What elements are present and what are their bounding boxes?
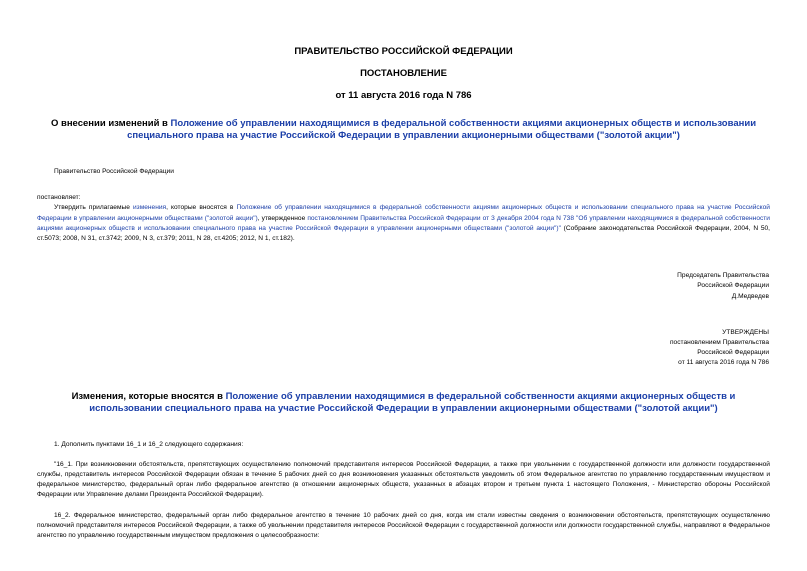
paragraph-16-2: 16_2. Федеральное министерство, федеральный орган либо федеральное агентство в течение 10 рабочих дней со дня, когда им стали известны сведения о возникновении обстоятельств, препятствующих осуществлению полномочий представителя интересов Российской Федерации, а также об увольнении представителя интересов Российской Федерации с государственной должности или должности государственной службы, направляют в Федеральное агентство по управлению государственным имуществом предложения о целесообразности:	[37, 511, 770, 540]
signature-name: Д.Медведев	[731, 292, 769, 300]
changes-link[interactable]: изменения	[133, 204, 167, 212]
document-date-number: от 11 августа 2016 года N 786	[335, 90, 472, 101]
signature-role-1: Председатель Правительства	[677, 272, 769, 280]
intro-decrees: постановляет:	[37, 194, 81, 202]
intro-text-d: (Собрание законодательства Российской Федерации, 2004, N 50, ст.5073; 2008, N 31, ст.3742; 2009, N 3, ст.379; 2011, N 28, ст.4205; 2012, N 1, ст.182).	[37, 224, 770, 243]
intro-text-b: , которые вносятся в	[166, 204, 237, 212]
changes-title	[37, 391, 770, 415]
approval-line-3: Российской Федерации	[697, 349, 769, 357]
changes-title-link[interactable]: Положение об управлении находящимися в федеральной собственности акциями акционерных обществ и использовании специального права на участие Российской Федерации в управлении акционерными обществами ("золотой акции")	[89, 390, 736, 414]
approval-block	[37, 328, 770, 369]
intro-government: Правительство Российской Федерации	[54, 168, 174, 175]
changes-title-prefix: Изменения, которые вносятся в	[71, 390, 226, 402]
decree-738-link[interactable]: постановлением Правительства Российской Федерации от 3 декабря 2004 года N 738 "Об управлении находящимися в федеральной собственности акциями акционерных обществ и использовании специального права на участие Российской Федерации в управлении акционерными обществами ("золотой акции")"	[37, 214, 770, 232]
government-heading: ПРАВИТЕЛЬСТВО РОССИЙСКОЙ ФЕДЕРАЦИИ	[294, 46, 513, 57]
approval-line-4: от 11 августа 2016 года N 786	[678, 359, 769, 367]
paragraph-16-1: "16_1. При возникновении обстоятельств, препятствующих осуществлению полномочий представителя интересов Российской Федерации, а также при увольнении с государственной должности или должности государственной службы, представитель интересов Российской Федерации обязан в течение 5 рабочих дней со дня возникновения указанных обстоятельств уведомить об этом Федеральное агентство по управлению государственным имуществом и федеральное министерство, федеральный орган либо федеральное агентство (в отношении акционерных обществ, указанных в абзацах втором и третьем пункта 1 настоящего Положения, - Министерство обороны Российской Федерации или Управление делами Президента Российской Федерации).	[37, 460, 770, 499]
approval-line-1: УТВЕРЖДЕНЫ	[722, 328, 769, 336]
document-title	[37, 118, 770, 142]
signature-role-2: Российской Федерации	[697, 282, 769, 290]
regulation-link[interactable]: Положение об управлении находящимися в федеральной собственности акциями акционерных обществ и использовании специального права на участие Российской Федерации в управлении акционерными обществами ("золотой акции")	[37, 204, 770, 222]
approval-line-2: постановлением Правительства	[669, 339, 769, 347]
changes-item-1: 1. Дополнить пунктами 16_1 и 16_2 следующего содержания:	[54, 440, 244, 448]
intro-paragraph	[37, 203, 770, 244]
title-prefix: О внесении изменений в	[50, 118, 171, 129]
document-type-heading: ПОСТАНОВЛЕНИЕ	[360, 68, 447, 79]
signature-block	[37, 271, 770, 302]
intro-text-c: , утвержденное	[257, 214, 308, 222]
intro-text-a: Утвердить прилагаемые	[54, 204, 133, 212]
title-regulation-link[interactable]: Положение об управлении находящимися в федеральной собственности акциями акционерных обществ и использовании специального права на участие Российской Федерации в управлении акционерными обществами ("золотой акции")	[127, 118, 757, 141]
